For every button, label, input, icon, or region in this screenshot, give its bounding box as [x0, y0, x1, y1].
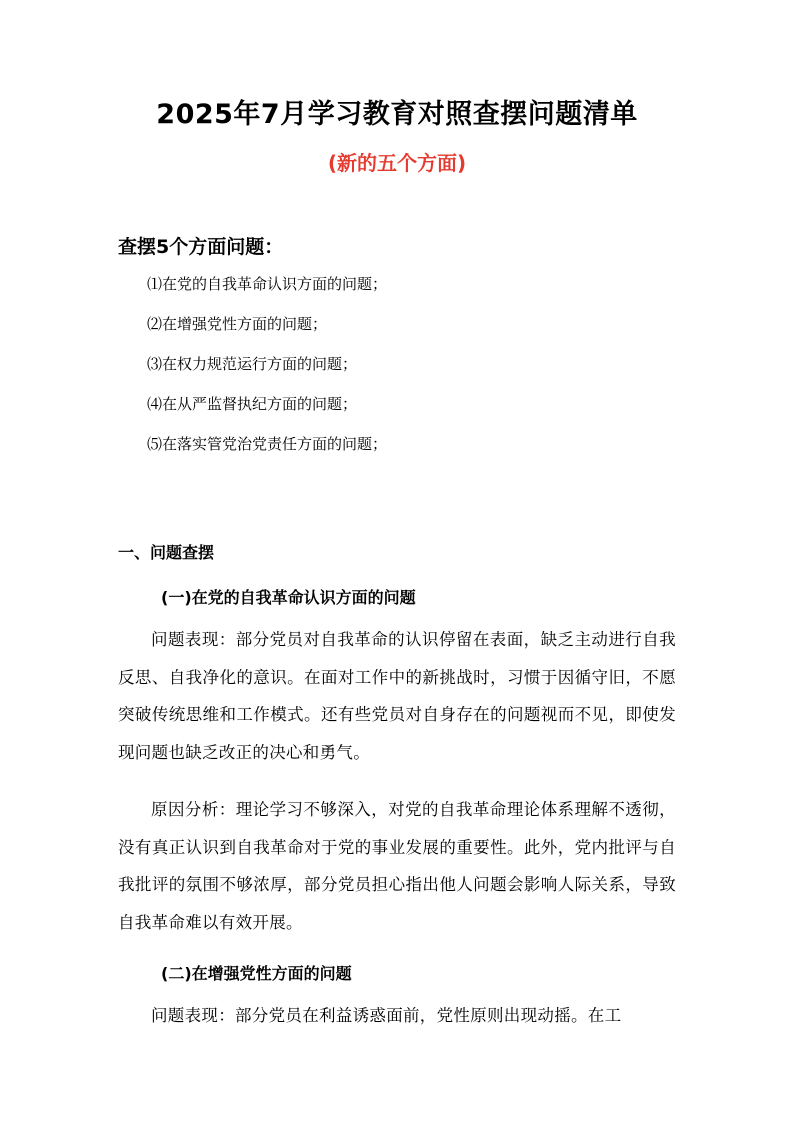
document-title: 2025年7月学习教育对照查摆问题清单 — [156, 99, 638, 130]
problem-paragraph-1: 问题表现：部分党员对自我革命的认识停留在表面，缺乏主动进行自我反思、自我净化的意识。在面对工作中的新挑战时，习惯于因循守旧，不愿突破传统思维和工作模式。还有些党员对自身存在的问题视而不见，即使发现问题也缺乏改正的决心和勇气。 — [118, 630, 676, 762]
issues-list-heading: 查摆5个方面问题： — [118, 236, 284, 258]
problem-paragraph-2: 问题表现：部分党员在利益诱惑面前，党性原则出现动摇。在工 — [151, 1006, 622, 1025]
document-subtitle: (新的五个方面) — [327, 151, 467, 175]
list-item: ⑸在落实管党治党责任方面的问题； — [147, 435, 388, 453]
section-title: 一、问题查摆 — [118, 543, 215, 562]
list-item: ⑴在党的自我革命认识方面的问题； — [147, 275, 388, 293]
list-item: ⑶在权力规范运行方面的问题； — [147, 355, 358, 373]
sub-heading-1: (一)在党的自我革命认识方面的问题 — [161, 588, 416, 607]
list-item: ⑷在从严监督执纪方面的问题； — [147, 395, 358, 413]
list-item: ⑵在增强党性方面的问题； — [147, 315, 328, 333]
sub-heading-2: (二)在增强党性方面的问题 — [161, 964, 352, 983]
cause-paragraph-1: 原因分析：理论学习不够深入，对党的自我革命理论体系理解不透彻，没有真正认识到自我革命对于党的事业发展的重要性。此外，党内批评与自我批评的氛围不够浓厚，部分党员担心指出他人问题会影响人际关系，导致自我革命难以有效开展。 — [118, 800, 676, 932]
issues-list — [147, 270, 387, 470]
